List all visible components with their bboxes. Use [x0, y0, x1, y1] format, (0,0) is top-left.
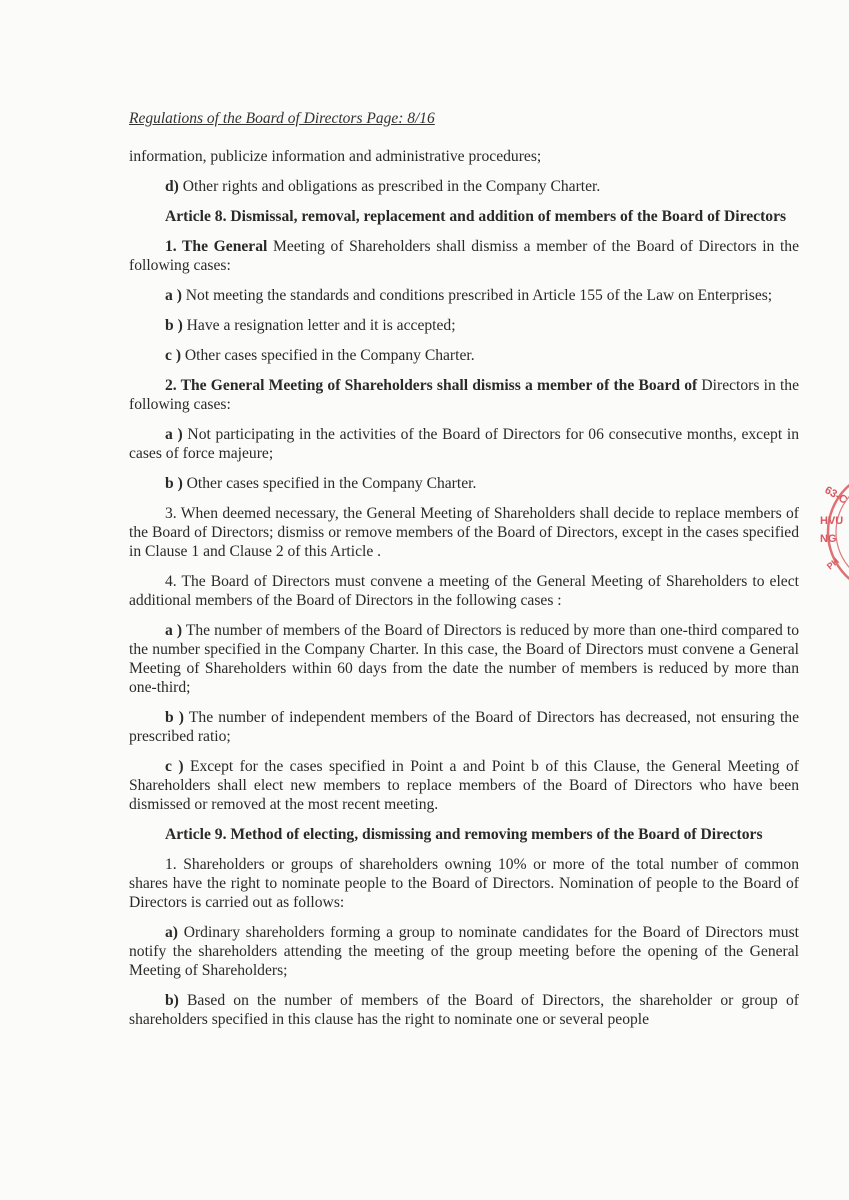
point-text: Other cases specified in the Company Charter. — [181, 347, 475, 364]
point-label: a ) — [165, 426, 183, 443]
article-9-point-b — [129, 991, 799, 1029]
point-label: a ) — [165, 287, 182, 304]
stamp-text-3: NG — [820, 533, 837, 545]
point-label: b ) — [165, 475, 183, 492]
point-text: Except for the cases specified in Point a and Point b of this Clause, the General Meeting of Shareholders shall elect new members to replace members of the Board of Directors who have been dismissed or removed at the most recent meeting. — [129, 758, 800, 813]
paragraph-continuation: information, publicize information and administrative procedures; — [129, 148, 542, 165]
company-seal-stamp — [810, 462, 849, 602]
clause-4-point-b — [129, 708, 799, 746]
article-title-text: Article 8. Dismissal, removal, replacement and addition of members of the Board of Directors — [165, 208, 787, 225]
article-9-clause-1: 1. Shareholders or groups of shareholders owning 10% or more of the total number of common shares have the right to nominate people to the Board of Directors. Nomination of people to the Board of Directors is carried out as follows: — [129, 856, 799, 911]
point-text: Not meeting the standards and conditions prescribed in Article 155 of the Law on Enterprises; — [181, 287, 773, 304]
point-text: Have a resignation letter and it is accepted; — [182, 317, 456, 334]
article-9-title — [129, 825, 799, 844]
point-label: a) — [165, 924, 178, 941]
clause-2 — [129, 376, 799, 414]
clause-1-point-a — [129, 286, 799, 305]
point-label: b ) — [165, 317, 183, 334]
point-d — [129, 177, 799, 196]
clause-label: 1. The General — [165, 238, 268, 255]
point-text: Other rights and obligations as prescribed in the Company Charter. — [178, 178, 601, 195]
clause-4-point-a — [129, 621, 799, 697]
article-8-title — [129, 207, 799, 226]
point-text: Based on the number of members of the Board of Directors, the shareholder or group of shareholders specified in this clause has the right to nominate one or several people — [129, 992, 799, 1028]
stamp-text-4: PH — [824, 555, 841, 572]
point-text: Other cases specified in the Company Charter. — [182, 475, 477, 492]
point-label: b ) — [165, 709, 185, 726]
clause-4: 4. The Board of Directors must convene a meeting of the General Meeting of Shareholders to elect additional members of the Board of Directors in the following cases : — [129, 573, 799, 609]
document-body — [129, 147, 799, 1040]
clause-2-point-a — [129, 425, 799, 463]
clause-text: Meeting of Shareholders shall dismiss a member of the Board of Directors in the following cases: — [129, 238, 799, 274]
point-text: The number of independent members of the Board of Directors has decreased, not ensuring the prescribed ratio; — [129, 709, 800, 745]
point-text: Ordinary shareholders forming a group to nominate candidates for the Board of Directors must notify the shareholders attending the meeting of the group meeting before the opening of the General Meeting of Shareholders; — [129, 924, 799, 979]
clause-3: 3. When deemed necessary, the General Meeting of Shareholders shall decide to replace members of the Board of Directors; dismiss or remove members of the Board of Directors, except in the cases specified in Clause 1 and Clause 2 of this Article . — [129, 505, 799, 560]
point-label: a ) — [165, 622, 183, 639]
stamp-text-1: 63-C — [822, 484, 849, 507]
clause-label: 2. The General Meeting of Shareholders shall dismiss a member of the Board of — [165, 377, 698, 394]
clause-1-point-c — [129, 346, 799, 365]
point-label: c ) — [165, 758, 184, 775]
stamp-text-2: HVU — [820, 515, 844, 527]
clause-2-point-b — [129, 474, 799, 493]
article-9-point-a — [129, 923, 799, 980]
page-header: Regulations of the Board of Directors Page: 8/16 — [129, 110, 435, 127]
clause-1-point-b — [129, 316, 799, 335]
point-label: b) — [165, 992, 179, 1009]
point-label: d) — [165, 178, 179, 195]
clause-text: Directors in the following cases: — [129, 377, 800, 413]
point-label: c ) — [165, 347, 182, 364]
point-text: The number of members of the Board of Directors is reduced by more than one-third compared to the number specified in the Company Charter. In this case, the Board of Directors must convene a General Meeting of Shareholders within 60 days from the date the number of members is reduced by more than one-third; — [129, 622, 800, 696]
point-text: Not participating in the activities of the Board of Directors for 06 consecutive months, except in cases of force majeure; — [129, 426, 799, 462]
article-title-text: Article 9. Method of electing, dismissing and removing members of the Board of Directors — [165, 826, 763, 843]
clause-1 — [129, 237, 799, 275]
clause-4-point-c — [129, 757, 799, 814]
